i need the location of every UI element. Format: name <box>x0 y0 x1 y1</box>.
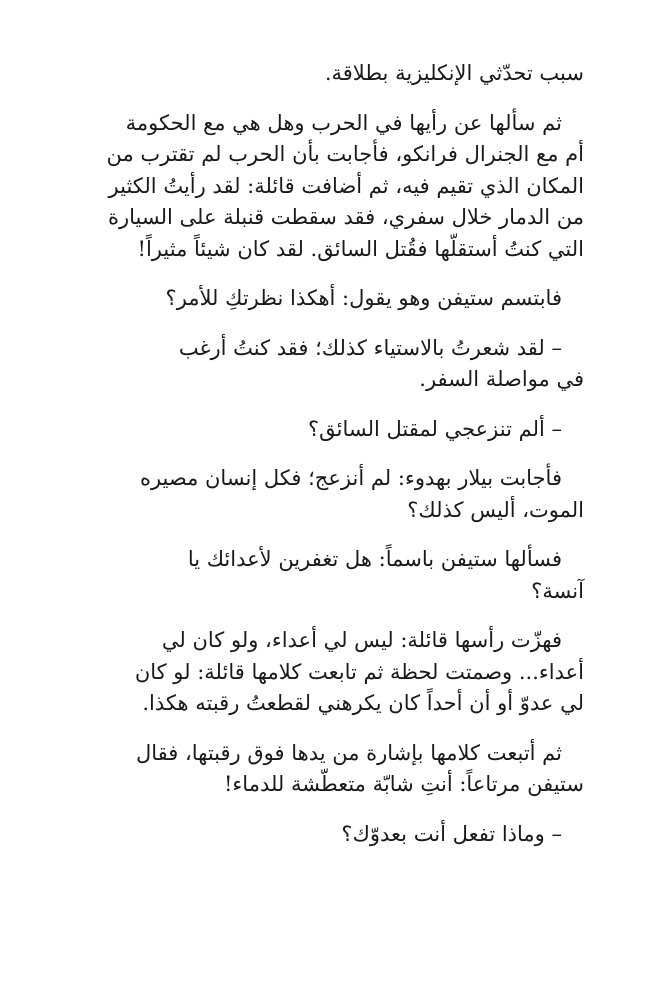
text-line: لي عدوّ أو أن أحداً كان يكرهني لقطعتُ رقبته هكذا. <box>142 691 584 715</box>
paragraph-1 <box>74 58 584 90</box>
text-line: فابتسم ستيفن وهو يقول: أهكذا نظرتكِ للأمر؟ <box>165 286 562 310</box>
text-line: المكان الذي تقيم فيه، ثم أضافت قائلة: لقد رأيتُ الكثير <box>108 173 584 198</box>
paragraph-5 <box>74 414 584 446</box>
text-line: في مواصلة السفر. <box>419 367 584 391</box>
text-line: ثم سألها عن رأيها في الحرب وهل هي مع الحكومة <box>125 110 562 135</box>
text-line: فسألها ستيفن باسماً: هل تغفرين لأعدائك يا <box>187 547 562 571</box>
paragraph-10 <box>74 819 584 851</box>
paragraph-7 <box>74 544 584 607</box>
text-line: آنسة؟ <box>531 578 584 603</box>
paragraph-4 <box>74 333 584 396</box>
text-line: – وماذا تفعل أنت بعدوّك؟ <box>341 821 562 846</box>
paragraph-8 <box>74 625 584 720</box>
paragraph-3 <box>74 283 584 315</box>
text-line: ستيفن مرتاعاً: أنتِ شابّة متعطّشة للدماء! <box>223 772 584 796</box>
text-line: – ألم تنزعجي لمقتل السائق؟ <box>307 416 562 441</box>
book-page <box>74 58 584 868</box>
text-line: سبب تحدّثي الإنكليزية بطلاقة. <box>324 61 584 85</box>
paragraph-2 <box>74 108 584 266</box>
text-line: فهزّت رأسها قائلة: ليس لي أعداء، ولو كان لي <box>161 628 562 652</box>
text-line: من الدمار خلال سفري، فقد سقطت قنبلة على السيارة <box>108 205 584 229</box>
text-line: أعداء... وصمتت لحظة ثم تابعت كلامها قائلة: لو كان <box>134 659 584 684</box>
text-line: التي كنتُ أستقلّها فقُتل السائق. لقد كان شيئاً مثيراً! <box>137 236 584 261</box>
text-line: أم مع الجنرال فرانكو، فأجابت بأن الحرب لم تقترب من <box>106 142 584 166</box>
paragraph-6 <box>74 463 584 526</box>
text-line: ثم أتبعت كلامها بإشارة من يدها فوق رقبتها، فقال <box>135 740 562 765</box>
text-line: – لقد شعرتُ بالاستياء كذلك؛ فقد كنتُ أرغب <box>178 335 562 360</box>
text-line: فأجابت بيلار بهدوء: لم أنزعج؛ فكل إنسان مصيره <box>139 466 562 490</box>
paragraph-9 <box>74 738 584 801</box>
text-line: الموت، أليس كذلك؟ <box>407 497 584 522</box>
